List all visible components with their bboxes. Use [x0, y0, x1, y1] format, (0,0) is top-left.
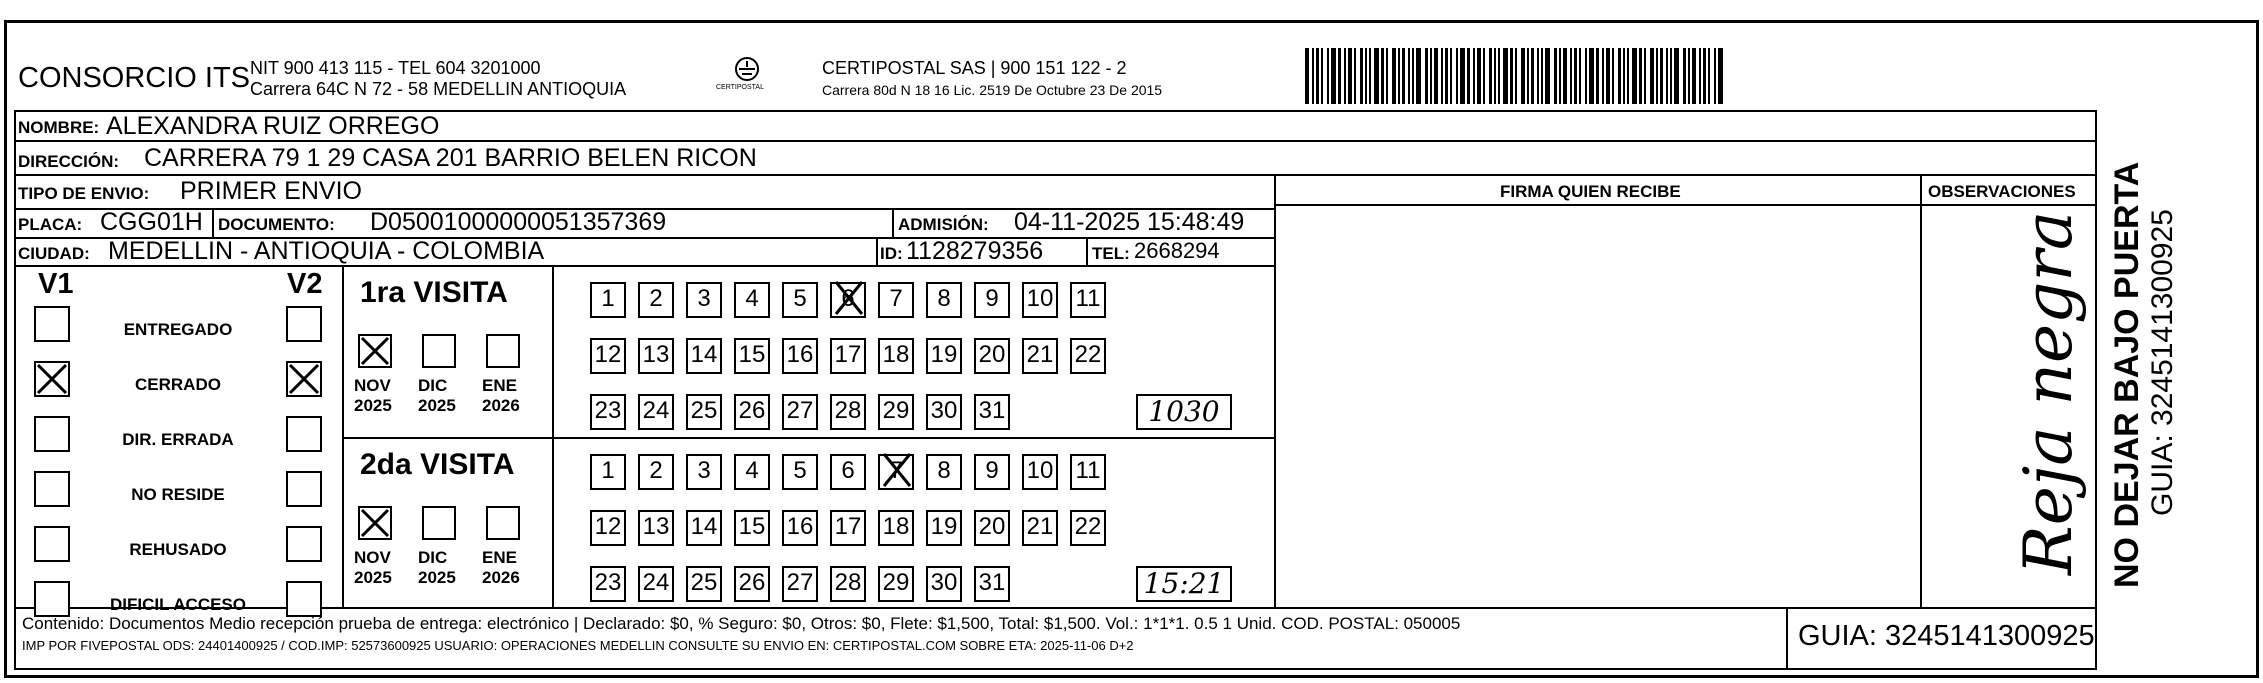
first-day-box[interactable]: 24 — [638, 394, 674, 430]
first-month-year: 2025 — [354, 396, 392, 415]
side-warning: NO DEJAR BAJO PUERTA — [2108, 161, 2146, 588]
reason-label: DIR. ERRADA — [122, 430, 234, 449]
v2-checkbox[interactable] — [286, 581, 322, 617]
documento-value: D05001000000051357369 — [370, 208, 667, 236]
ciudad-label: CIUDAD: — [18, 244, 90, 263]
first-month-year: 2025 — [418, 396, 456, 415]
rule-footer-guia — [1786, 607, 1788, 668]
second-day-box[interactable]: 18 — [878, 510, 914, 546]
v2-checkbox[interactable] — [286, 526, 322, 562]
first-month-label: NOV — [354, 376, 391, 395]
first-day-box[interactable]: 14 — [686, 338, 722, 374]
side-guia: GUIA: 3245141300925 — [2146, 209, 2179, 516]
v2-label: V2 — [287, 268, 323, 300]
second-day-box[interactable]: 7 — [878, 454, 914, 490]
rule-months-right — [552, 265, 554, 607]
first-day-mark — [832, 278, 866, 318]
first-day-box[interactable]: 7 — [878, 282, 914, 318]
second-day-box[interactable]: 22 — [1070, 510, 1106, 546]
first-day-box[interactable]: 30 — [926, 394, 962, 430]
rule-signature-left — [1274, 174, 1276, 607]
second-day-box[interactable]: 21 — [1022, 510, 1058, 546]
second-visit-title: 2da VISITA — [360, 448, 515, 481]
first-day-box[interactable]: 28 — [830, 394, 866, 430]
second-day-box[interactable]: 27 — [782, 566, 818, 602]
second-day-box[interactable]: 14 — [686, 510, 722, 546]
second-day-box[interactable]: 19 — [926, 510, 962, 546]
first-day-box[interactable]: 11 — [1070, 282, 1106, 318]
first-day-box[interactable]: 22 — [1070, 338, 1106, 374]
second-day-box[interactable]: 28 — [830, 566, 866, 602]
first-month-label: DIC — [418, 376, 448, 395]
first-day-box[interactable]: 13 — [638, 338, 674, 374]
v2-checkbox[interactable] — [286, 471, 322, 507]
second-day-box[interactable]: 30 — [926, 566, 962, 602]
courier-logo — [712, 54, 782, 98]
direccion-label: DIRECCIÓN: — [18, 152, 120, 171]
second-day-box[interactable]: 4 — [734, 454, 770, 490]
second-day-box[interactable]: 5 — [782, 454, 818, 490]
first-day-box[interactable]: 6 — [830, 282, 866, 318]
second-day-box[interactable]: 9 — [974, 454, 1010, 490]
courier-name: CERTIPOSTAL SAS | 900 151 122 - 2 — [822, 58, 1127, 78]
rule-admision-sep — [892, 208, 894, 237]
observaciones-label: OBSERVACIONES — [1928, 182, 2076, 201]
placa-value: CGG01H — [100, 208, 203, 236]
second-day-box[interactable]: 24 — [638, 566, 674, 602]
tipo-value: PRIMER ENVIO — [180, 177, 362, 205]
rule-reasons-right — [342, 265, 344, 607]
observaciones-handwriting: Reja negra — [2010, 210, 2087, 575]
reason-label: ENTREGADO — [123, 320, 233, 339]
v2-checkbox[interactable] — [286, 306, 322, 342]
second-day-box[interactable]: 31 — [974, 566, 1010, 602]
id-label: ID: — [880, 244, 903, 263]
rule-footer-top — [14, 607, 2095, 609]
direccion-value: CARRERA 79 1 29 CASA 201 BARRIO BELEN RICON — [144, 144, 757, 172]
first-day-box[interactable]: 3 — [686, 282, 722, 318]
v2-checkbox[interactable] — [286, 416, 322, 452]
second-month-checkbox[interactable] — [422, 506, 456, 540]
reason-label: NO RESIDE — [131, 485, 225, 504]
first-day-box[interactable]: 2 — [638, 282, 674, 318]
v2-check-mark — [286, 361, 322, 397]
first-day-box[interactable]: 21 — [1022, 338, 1058, 374]
second-day-box[interactable]: 2 — [638, 454, 674, 490]
first-day-box[interactable]: 12 — [590, 338, 626, 374]
second-day-box[interactable]: 10 — [1022, 454, 1058, 490]
first-day-box[interactable]: 20 — [974, 338, 1010, 374]
second-month-year: 2025 — [418, 568, 456, 587]
admision-label: ADMISIÓN: — [898, 215, 989, 234]
second-month-label: DIC — [418, 548, 448, 567]
first-day-box[interactable]: 17 — [830, 338, 866, 374]
first-day-box[interactable]: 19 — [926, 338, 962, 374]
first-day-box[interactable]: 5 — [782, 282, 818, 318]
first-day-box[interactable]: 10 — [1022, 282, 1058, 318]
admision-value: 04-11-2025 15:48:49 — [1014, 208, 1245, 236]
v1-label: V1 — [38, 268, 74, 300]
company-info-1: NIT 900 413 115 - TEL 604 3201000 — [250, 58, 541, 78]
footer-guia: GUIA: 3245141300925 — [1798, 620, 2095, 652]
barcode-graphic — [1305, 48, 1725, 104]
v1-checkbox[interactable] — [34, 581, 70, 617]
second-month-checkbox[interactable] — [486, 506, 520, 540]
first-day-box[interactable]: 23 — [590, 394, 626, 430]
second-day-box[interactable]: 15 — [734, 510, 770, 546]
nombre-value: ALEXANDRA RUIZ ORREGO — [106, 112, 440, 140]
second-day-box[interactable]: 3 — [686, 454, 722, 490]
second-month-label: ENE — [482, 548, 517, 567]
courier-info: Carrera 80d N 18 16 Lic. 2519 De Octubre 23 De 2015 — [822, 82, 1163, 98]
courier-logo-caption: CERTIPOSTAL — [716, 84, 764, 91]
first-month-checkbox[interactable] — [422, 334, 456, 368]
tel-value: 2668294 — [1134, 238, 1220, 263]
second-day-box[interactable]: 23 — [590, 566, 626, 602]
v1-check-mark — [34, 361, 70, 397]
second-day-box[interactable]: 25 — [686, 566, 722, 602]
second-day-box[interactable]: 12 — [590, 510, 626, 546]
first-day-box[interactable]: 15 — [734, 338, 770, 374]
first-day-box[interactable]: 9 — [974, 282, 1010, 318]
reason-label: DIFICIL ACCESO — [109, 595, 246, 614]
first-month-checkbox[interactable] — [486, 334, 520, 368]
ciudad-value: MEDELLIN - ANTIOQUIA - COLOMBIA — [108, 237, 545, 265]
v1-checkbox[interactable] — [34, 526, 70, 562]
second-month-year: 2026 — [482, 568, 520, 587]
second-day-box[interactable]: 16 — [782, 510, 818, 546]
second-day-mark — [880, 450, 914, 490]
second-day-box[interactable]: 17 — [830, 510, 866, 546]
first-month-year: 2026 — [482, 396, 520, 415]
nombre-label: NOMBRE: — [18, 118, 100, 137]
reason-label: REHUSADO — [129, 540, 227, 559]
v1-checkbox[interactable] — [34, 416, 70, 452]
first-month-mark — [358, 334, 392, 368]
rule-visit-split — [342, 437, 1274, 439]
v1-checkbox[interactable] — [34, 471, 70, 507]
first-day-box[interactable]: 29 — [878, 394, 914, 430]
rule-tel-sep — [1086, 237, 1088, 265]
first-day-box[interactable]: 31 — [974, 394, 1010, 430]
first-day-box[interactable]: 25 — [686, 394, 722, 430]
company-name: CONSORCIO ITS — [18, 62, 251, 94]
first-day-box[interactable]: 8 — [926, 282, 962, 318]
rule-direccion — [14, 174, 2095, 176]
first-month-label: ENE — [482, 376, 517, 395]
first-day-box[interactable]: 1 — [590, 282, 626, 318]
first-day-box[interactable]: 16 — [782, 338, 818, 374]
second-month-year: 2025 — [354, 568, 392, 587]
barcode — [1305, 48, 1725, 104]
first-day-box[interactable]: 26 — [734, 394, 770, 430]
second-day-box[interactable]: 20 — [974, 510, 1010, 546]
placa-label: PLACA: — [18, 215, 83, 234]
second-month-label: NOV — [354, 548, 391, 567]
id-value: 1128279356 — [906, 237, 1044, 265]
second-day-box[interactable]: 13 — [638, 510, 674, 546]
second-day-box[interactable]: 1 — [590, 454, 626, 490]
first-time-box[interactable]: 1030 — [1136, 394, 1232, 430]
rule-left — [14, 110, 16, 670]
second-day-box[interactable]: 6 — [830, 454, 866, 490]
first-day-box[interactable]: 27 — [782, 394, 818, 430]
second-time-box[interactable]: 15:21 — [1136, 566, 1232, 602]
rule-bottom — [14, 668, 2095, 670]
second-day-box[interactable]: 11 — [1070, 454, 1106, 490]
second-day-box[interactable]: 29 — [878, 566, 914, 602]
first-visit-title: 1ra VISITA — [360, 276, 508, 309]
documento-label: DOCUMENTO: — [218, 215, 335, 234]
rule-right-form — [2095, 110, 2097, 670]
courier-logo-icon — [712, 54, 782, 98]
firma-label: FIRMA QUIEN RECIBE — [1500, 182, 1681, 201]
first-day-box[interactable]: 4 — [734, 282, 770, 318]
company-info-2: Carrera 64C N 72 - 58 MEDELLIN ANTIOQUIA — [250, 79, 627, 99]
footer-line-2: IMP POR FIVEPOSTAL ODS: 24401400925 / COD.IMP: 52573600925 USUARIO: OPERACIONES MEDELLIN CONSULTE SU ENVIO EN: CERTIPOSTAL.COM SOBRE ETA: 2025-11-06 D+2 — [22, 638, 1134, 653]
second-day-box[interactable]: 8 — [926, 454, 962, 490]
tel-label: TEL: — [1092, 244, 1130, 263]
tipo-label: TIPO DE ENVIO: — [18, 184, 150, 203]
second-day-box[interactable]: 26 — [734, 566, 770, 602]
first-day-box[interactable]: 18 — [878, 338, 914, 374]
v1-checkbox[interactable] — [34, 306, 70, 342]
rule-signature-header — [1274, 204, 2095, 206]
rule-placa-sep — [212, 208, 214, 237]
footer-line-1: Contenido: Documentos Medio recepción prueba de entrega: electrónico | Declarado: $0, % Seguro: $0, Otros: $0, Flete: $1,500, Total: $1,500. Vol.: 1*1*1. 0.5 1 Unid. COD. POSTAL: 050005 — [22, 614, 1461, 633]
reason-label: CERRADO — [135, 375, 221, 394]
rule-observaciones-left — [1920, 174, 1922, 607]
second-month-mark — [358, 506, 392, 540]
rule-id-sep — [876, 237, 878, 265]
